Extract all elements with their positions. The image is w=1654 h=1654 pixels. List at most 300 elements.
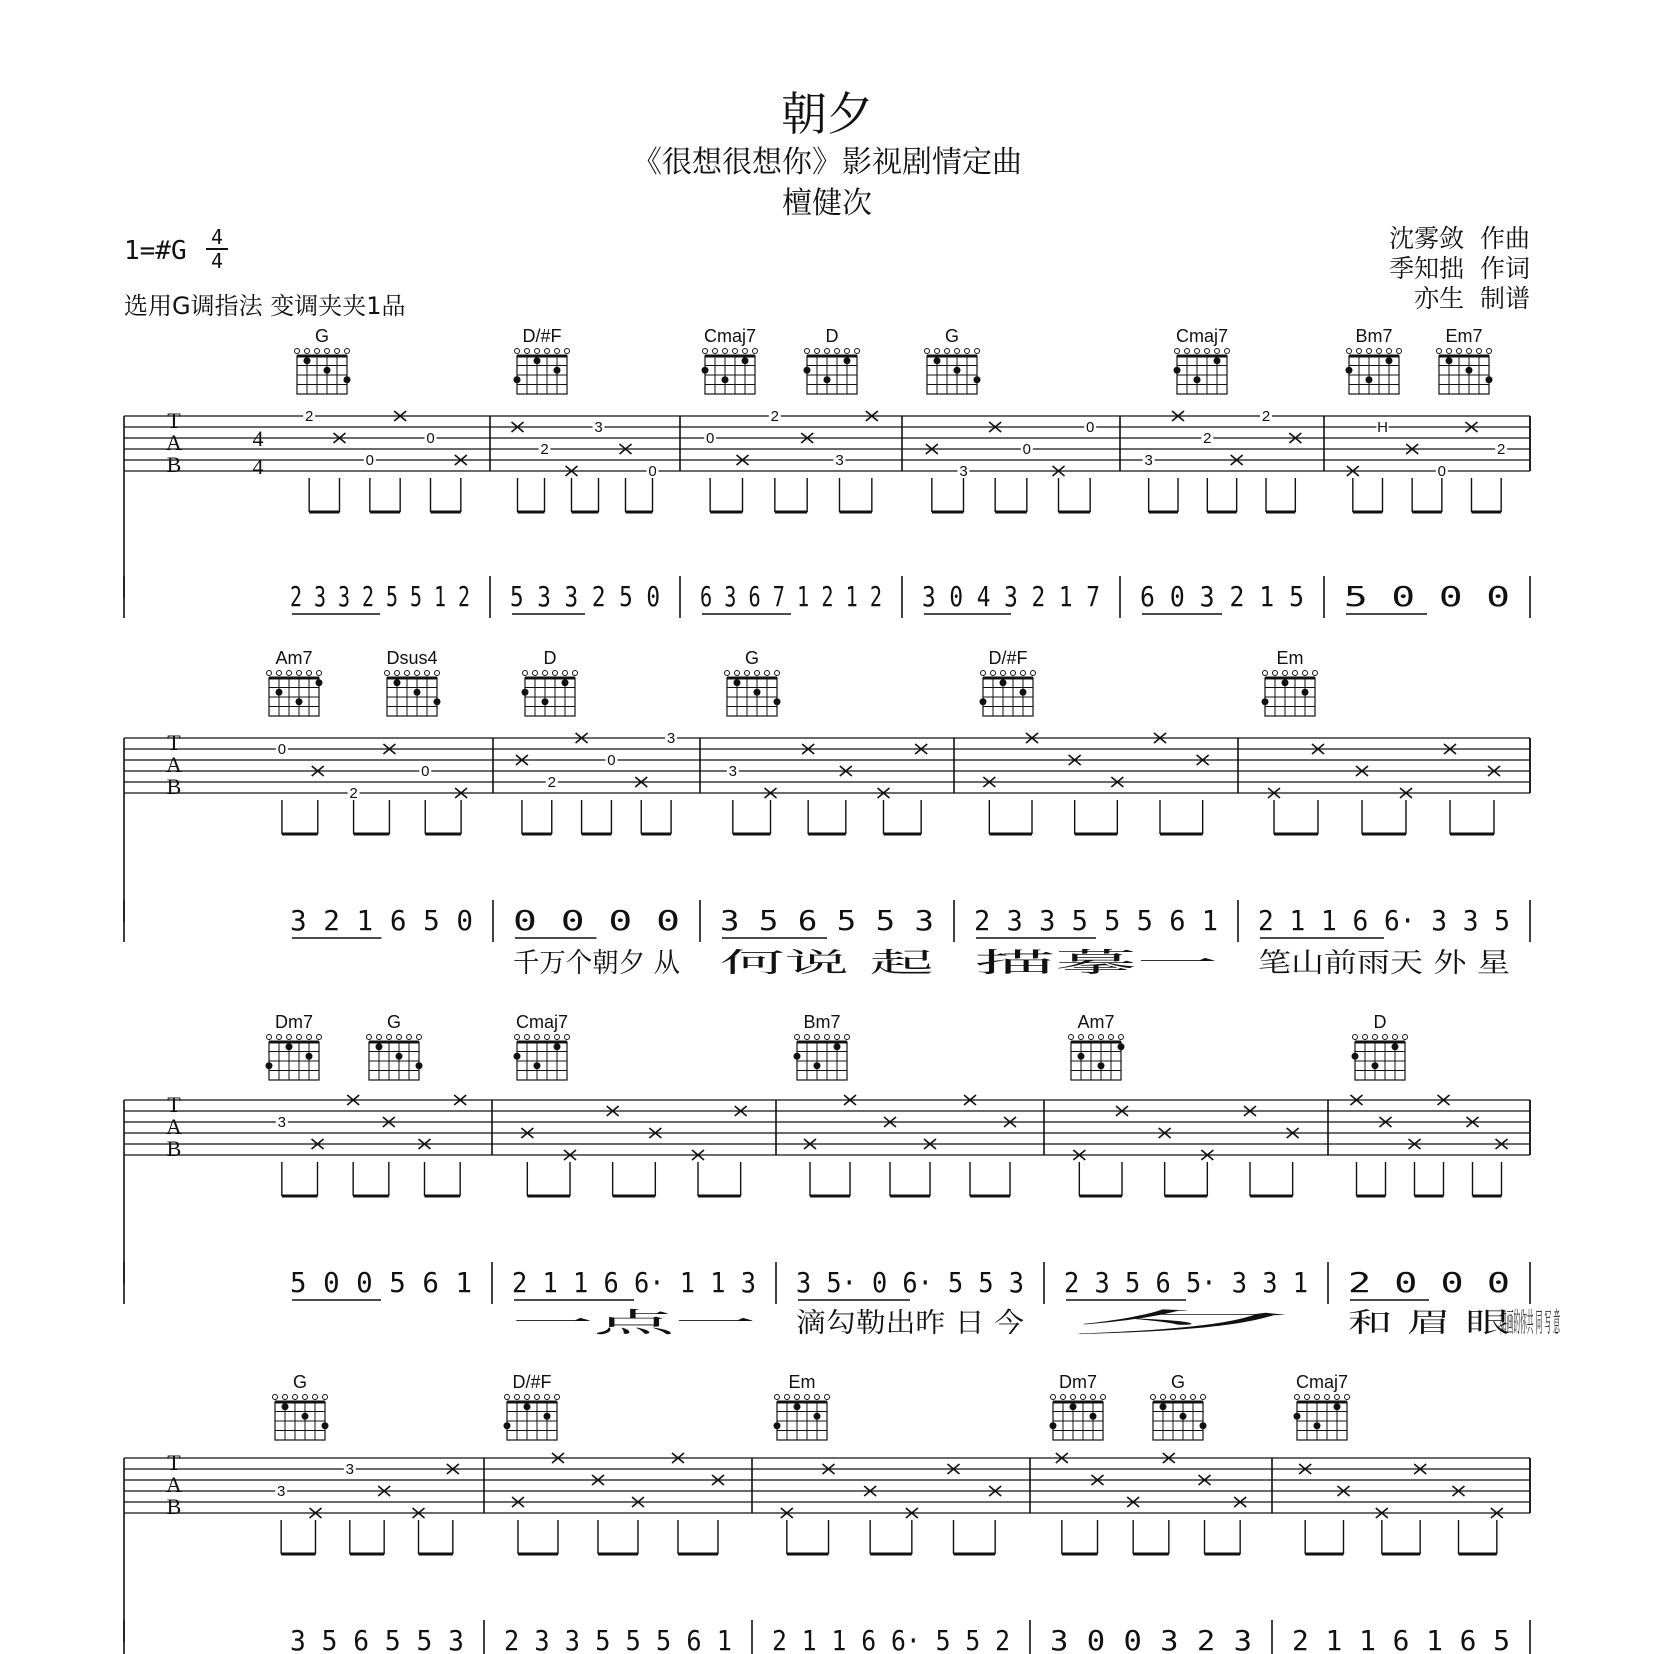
tab-fret-number: 3: [345, 1461, 355, 1478]
chord-diagram: [1262, 648, 1318, 716]
open-string-mark: [1303, 671, 1308, 676]
tab-letter: B: [166, 1494, 182, 1519]
finger-dot: [522, 689, 529, 696]
open-string-mark: [345, 349, 350, 354]
open-string-mark: [385, 671, 390, 676]
open-string-mark: [563, 671, 568, 676]
chord-name: D/#F: [988, 648, 1028, 668]
lyric-phrase: 夕: [1064, 1308, 1308, 1339]
chord-diagram: [1174, 326, 1230, 394]
open-string-mark: [1185, 349, 1190, 354]
open-string-mark: [743, 349, 748, 354]
singer-name: 檀健次: [782, 186, 872, 221]
open-string-mark: [1225, 349, 1230, 354]
finger-dot: [416, 1062, 423, 1069]
chord-diagram: [522, 648, 578, 716]
open-string-mark: [307, 671, 312, 676]
chord-name: Am7: [1077, 1012, 1115, 1032]
open-string-mark: [1403, 1035, 1408, 1040]
key-signature: 1=#G: [124, 236, 187, 266]
open-string-mark: [835, 1035, 840, 1040]
open-string-mark: [1109, 1035, 1114, 1040]
tab-time-bottom: 4: [252, 454, 264, 479]
open-string-mark: [835, 349, 840, 354]
finger-dot: [954, 367, 961, 374]
open-string-mark: [545, 1395, 550, 1400]
open-string-mark: [1335, 1395, 1340, 1400]
chord-diagram: [702, 326, 758, 394]
open-string-mark: [765, 671, 770, 676]
open-string-mark: [1201, 1395, 1206, 1400]
open-string-mark: [1091, 1395, 1096, 1400]
finger-dot: [534, 1062, 541, 1069]
open-string-mark: [755, 671, 760, 676]
open-string-mark: [387, 1035, 392, 1040]
open-string-mark: [795, 1395, 800, 1400]
open-string-mark: [855, 349, 860, 354]
open-string-mark: [1377, 349, 1382, 354]
open-string-mark: [1437, 349, 1442, 354]
open-string-mark: [1325, 1395, 1330, 1400]
finger-dot: [974, 376, 981, 383]
tab-fret-number: 2: [770, 408, 780, 425]
open-string-mark: [1353, 1035, 1358, 1040]
tab-fret-number: 0: [705, 430, 715, 447]
jianpu-measure: 5 0 0 5 6 1: [290, 1266, 472, 1299]
open-string-mark: [965, 349, 970, 354]
open-string-mark: [407, 1035, 412, 1040]
open-string-mark: [283, 1395, 288, 1400]
finger-dot: [544, 1413, 551, 1420]
chord-name: G: [314, 326, 330, 346]
finger-dot: [282, 1403, 289, 1410]
tab-fret-number: 0: [277, 741, 287, 758]
chord-diagram: [925, 326, 981, 394]
chord-diagram: [266, 1012, 322, 1080]
chord-name: Am7: [275, 648, 313, 668]
open-string-mark: [1119, 1035, 1124, 1040]
open-string-mark: [1315, 1395, 1320, 1400]
finger-dot: [534, 357, 541, 364]
open-string-mark: [277, 671, 282, 676]
transcriber-credit: 亦生 制谱: [1414, 284, 1530, 313]
open-string-mark: [1295, 1395, 1300, 1400]
finger-dot: [1446, 357, 1453, 364]
finger-dot: [934, 357, 941, 364]
tab-letter: A: [166, 1472, 182, 1497]
chord-name: G: [292, 1372, 308, 1392]
chord-diagram: [804, 326, 860, 394]
lyric-phrase: 千万个朝夕 从: [513, 948, 680, 979]
tab-letter: T: [167, 730, 181, 755]
chord-name: D: [825, 326, 839, 346]
chord-name: Em7: [1445, 326, 1483, 346]
open-string-mark: [525, 1035, 530, 1040]
lyric-phrase: 笔山前雨天 外 星: [1258, 948, 1510, 979]
lyric-phrase: 何说 起: [720, 948, 934, 979]
open-string-mark: [1011, 671, 1016, 676]
finger-dot: [1090, 1413, 1097, 1420]
open-string-mark: [293, 1395, 298, 1400]
song-subtitle: 《很想很想你》影视剧情定曲: [632, 145, 1022, 180]
tab-fret-number: 3: [594, 419, 603, 436]
chord-name: Dm7: [274, 1012, 314, 1032]
finger-dot: [774, 698, 781, 705]
open-string-mark: [565, 349, 570, 354]
open-string-mark: [1313, 671, 1318, 676]
tab-fret-number: 2: [547, 774, 556, 791]
lyric-phrase: 描摹一: [974, 948, 1218, 979]
open-string-mark: [805, 349, 810, 354]
chord-name: Em: [1276, 648, 1304, 668]
open-string-mark: [1393, 1035, 1398, 1040]
open-string-mark: [925, 349, 930, 354]
chord-diagram: [367, 1012, 423, 1080]
chord-diagram: [794, 1012, 850, 1080]
open-string-mark: [417, 1035, 422, 1040]
chord-diagram: [1294, 1372, 1350, 1440]
composer-credit: 沈雾敛 作曲: [1389, 224, 1530, 253]
open-string-mark: [975, 349, 980, 354]
chord-diagram: [1151, 1372, 1207, 1440]
open-string-mark: [1061, 1395, 1066, 1400]
open-string-mark: [1397, 349, 1402, 354]
open-string-mark: [1195, 349, 1200, 354]
open-string-mark: [825, 1395, 830, 1400]
jianpu-measure: 2 1 1 6 6· 3 3 5: [1258, 904, 1510, 937]
open-string-mark: [1357, 349, 1362, 354]
chord-diagram: [514, 1012, 570, 1080]
open-string-mark: [775, 671, 780, 676]
chord-diagram: [1050, 1372, 1106, 1440]
open-string-mark: [1283, 671, 1288, 676]
open-string-mark: [845, 1035, 850, 1040]
finger-dot: [276, 689, 283, 696]
open-string-mark: [377, 1035, 382, 1040]
finger-dot: [1294, 1413, 1301, 1420]
tab-fret-number: 0: [648, 463, 657, 480]
finger-dot: [266, 1062, 273, 1069]
chord-name: Cmaj7: [703, 326, 757, 346]
open-string-mark: [1215, 349, 1220, 354]
finger-dot: [1050, 1422, 1057, 1429]
lyricist-credit: 季知拙 作词: [1389, 254, 1530, 283]
open-string-mark: [405, 671, 410, 676]
open-string-mark: [1191, 1395, 1196, 1400]
open-string-mark: [535, 1035, 540, 1040]
finger-dot: [1194, 376, 1201, 383]
tab-fret-number: 0: [607, 752, 616, 769]
open-string-mark: [1101, 1395, 1106, 1400]
chord-name: G: [1170, 1372, 1186, 1392]
tab-letter: T: [167, 1092, 181, 1117]
open-string-mark: [323, 1395, 328, 1400]
tab-letter: T: [167, 408, 181, 433]
open-string-mark: [825, 349, 830, 354]
finger-dot: [794, 1053, 801, 1060]
tab-time-top: 4: [252, 426, 264, 451]
open-string-mark: [367, 1035, 372, 1040]
finger-dot: [814, 1062, 821, 1069]
chord-diagram: [980, 648, 1036, 716]
open-string-mark: [1345, 1395, 1350, 1400]
chord-diagram: [1346, 326, 1402, 394]
tab-fret-number: 3: [728, 763, 738, 780]
jianpu-measure: 2 1 1 6 6· 5 5 2: [772, 1624, 1010, 1654]
capo-note: 选用G调指法 变调夹夹1品: [124, 292, 406, 320]
finger-dot: [306, 1053, 313, 1060]
jianpu-measure: 2 3 3 2 5 5 1 2: [290, 580, 470, 613]
finger-dot: [524, 1403, 531, 1410]
finger-dot: [754, 689, 761, 696]
open-string-mark: [955, 349, 960, 354]
open-string-mark: [825, 1035, 830, 1040]
open-string-mark: [287, 1035, 292, 1040]
finger-dot: [514, 376, 521, 383]
open-string-mark: [535, 1395, 540, 1400]
jianpu-measure: 3 0 4 3 2 1 7: [922, 580, 1100, 613]
open-string-mark: [565, 1035, 570, 1040]
open-string-mark: [523, 671, 528, 676]
finger-dot: [1160, 1403, 1167, 1410]
jianpu-measure: 2 1 1 6 1 6 5: [1292, 1624, 1510, 1654]
finger-dot: [1078, 1053, 1085, 1060]
open-string-mark: [305, 349, 310, 354]
finger-dot: [296, 698, 303, 705]
open-string-mark: [1347, 349, 1352, 354]
tab-fret-number: 2: [349, 785, 358, 802]
open-string-mark: [1051, 1395, 1056, 1400]
chord-name: G: [944, 326, 960, 346]
open-string-mark: [725, 671, 730, 676]
open-string-mark: [981, 671, 986, 676]
jianpu-measure: 3 5 6 5 5 3: [720, 904, 934, 937]
finger-dot: [394, 679, 401, 686]
finger-dot: [1366, 376, 1373, 383]
chord-name: G: [744, 648, 760, 668]
open-string-mark: [785, 1395, 790, 1400]
finger-dot: [1262, 698, 1269, 705]
chord-diagram: [267, 648, 323, 716]
chord-diagram: [1437, 326, 1493, 394]
open-string-mark: [1089, 1035, 1094, 1040]
open-string-mark: [297, 1035, 302, 1040]
open-string-mark: [297, 671, 302, 676]
finger-dot: [814, 1413, 821, 1420]
jianpu-measure: 5 3 3 2 5 0: [510, 580, 660, 613]
open-string-mark: [515, 1395, 520, 1400]
open-string-mark: [945, 349, 950, 354]
open-string-mark: [267, 1035, 272, 1040]
chord-diagram: [273, 1372, 329, 1440]
open-string-mark: [1293, 671, 1298, 676]
finger-dot: [1302, 689, 1309, 696]
open-string-mark: [805, 1035, 810, 1040]
tab-letter: A: [166, 752, 182, 777]
open-string-mark: [795, 1035, 800, 1040]
finger-dot: [1392, 1043, 1399, 1050]
open-string-mark: [1363, 1035, 1368, 1040]
tab-letter: T: [167, 1450, 181, 1475]
open-string-mark: [735, 671, 740, 676]
open-string-mark: [1175, 349, 1180, 354]
chord-diagram: [725, 648, 781, 716]
finger-dot: [1180, 1413, 1187, 1420]
tab-fret-number: 0: [1085, 419, 1095, 436]
open-string-mark: [303, 1395, 308, 1400]
chord-name: Cmaj7: [1175, 326, 1229, 346]
open-string-mark: [1161, 1395, 1166, 1400]
open-string-mark: [553, 671, 558, 676]
tab-fret-number: 3: [959, 463, 968, 480]
open-string-mark: [515, 349, 520, 354]
jianpu-measure: 2 0 0 0: [1348, 1266, 1510, 1299]
open-string-mark: [317, 671, 322, 676]
open-string-mark: [435, 671, 440, 676]
open-string-mark: [1467, 349, 1472, 354]
open-string-mark: [1099, 1035, 1104, 1040]
tab-fret-number: 0: [1437, 463, 1447, 480]
open-string-mark: [1069, 1035, 1074, 1040]
finger-dot: [542, 698, 549, 705]
chord-name: Bm7: [803, 1012, 841, 1032]
open-string-mark: [1457, 349, 1462, 354]
finger-dot: [834, 1043, 841, 1050]
jianpu-measure: 3 2 1 6 5 0: [290, 904, 473, 937]
tab-fret-number: 2: [1261, 408, 1271, 425]
open-string-mark: [1383, 1035, 1388, 1040]
finger-dot: [1098, 1062, 1105, 1069]
open-string-mark: [315, 349, 320, 354]
open-string-mark: [1081, 1395, 1086, 1400]
tab-fret-number: 3: [1144, 452, 1153, 469]
finger-dot: [1118, 1043, 1125, 1050]
song-title: 朝夕: [781, 87, 873, 141]
finger-dot: [1334, 1403, 1341, 1410]
tab-fret-number: 3: [835, 452, 844, 469]
open-string-mark: [335, 349, 340, 354]
tab-fret-number: 2: [540, 441, 549, 458]
tab-letter: A: [166, 430, 182, 455]
finger-dot: [376, 1043, 383, 1050]
open-string-mark: [1477, 349, 1482, 354]
open-string-mark: [543, 671, 548, 676]
chord-name: Cmaj7: [1295, 1372, 1349, 1392]
chord-name: Cmaj7: [515, 1012, 569, 1032]
jianpu-measure: 6 0 3 2 1 5: [1140, 580, 1304, 613]
tab-fret-number: 3: [276, 1483, 286, 1500]
chord-name: Bm7: [1355, 326, 1393, 346]
chord-name: G: [386, 1012, 402, 1032]
chord-diagram: [295, 326, 351, 394]
chord-name: D: [1373, 1012, 1387, 1032]
chord-name: Dsus4: [386, 648, 438, 668]
finger-dot: [1466, 367, 1473, 374]
chord-name: D: [543, 648, 557, 668]
finger-dot: [1174, 367, 1181, 374]
finger-dot: [504, 1422, 511, 1429]
finger-dot: [302, 1413, 309, 1420]
lyric-phrase: 如画的你共 同 写 意: [1500, 1308, 1560, 1339]
tab-fret-number: 0: [365, 452, 375, 469]
finger-dot: [1314, 1422, 1321, 1429]
finger-dot: [844, 357, 851, 364]
open-string-mark: [555, 1395, 560, 1400]
open-string-mark: [535, 349, 540, 354]
finger-dot: [322, 1422, 329, 1429]
tab-letter: B: [166, 774, 182, 799]
open-string-mark: [267, 671, 272, 676]
open-string-mark: [307, 1035, 312, 1040]
chord-name: D/#F: [512, 1372, 552, 1392]
open-string-mark: [313, 1395, 318, 1400]
finger-dot: [514, 1053, 521, 1060]
tab-fret-number: 2: [1203, 430, 1212, 447]
jianpu-measure: 3 5· 0 6· 5 5 3: [796, 1266, 1024, 1299]
open-string-mark: [573, 671, 578, 676]
chord-diagram: [774, 1372, 830, 1440]
jianpu-measure: 2 1 1 6 6· 1 1 3: [512, 1266, 756, 1299]
open-string-mark: [991, 671, 996, 676]
open-string-mark: [753, 349, 758, 354]
open-string-mark: [1171, 1395, 1176, 1400]
open-string-mark: [397, 1035, 402, 1040]
finger-dot: [1282, 679, 1289, 686]
open-string-mark: [505, 1395, 510, 1400]
open-string-mark: [395, 671, 400, 676]
open-string-mark: [515, 1035, 520, 1040]
chord-diagram: [514, 326, 570, 394]
tab-fret-number: 0: [1022, 441, 1032, 458]
open-string-mark: [525, 349, 530, 354]
open-string-mark: [845, 349, 850, 354]
open-string-mark: [1181, 1395, 1186, 1400]
open-string-mark: [1205, 349, 1210, 354]
chord-diagram: [504, 1372, 560, 1440]
time-signature-bottom: 4: [206, 248, 228, 272]
open-string-mark: [525, 1395, 530, 1400]
finger-dot: [1372, 1062, 1379, 1069]
open-string-mark: [815, 1395, 820, 1400]
open-string-mark: [733, 349, 738, 354]
open-string-mark: [815, 349, 820, 354]
open-string-mark: [277, 1035, 282, 1040]
open-string-mark: [533, 671, 538, 676]
open-string-mark: [1487, 349, 1492, 354]
open-string-mark: [287, 671, 292, 676]
chord-name: D/#F: [522, 326, 562, 346]
finger-dot: [804, 367, 811, 374]
chord-name: Dm7: [1058, 1372, 1098, 1392]
open-string-mark: [415, 671, 420, 676]
tab-fret-number: 3: [666, 730, 676, 747]
finger-dot: [1070, 1403, 1077, 1410]
jianpu-measure: 5 0 0 0: [1344, 580, 1510, 613]
chord-diagram: [1069, 1012, 1125, 1080]
jianpu-measure: 2 3 5 6 5· 3 3 1: [1064, 1266, 1308, 1299]
open-string-mark: [775, 1395, 780, 1400]
lyric-phrase: 和 眉 眼: [1348, 1308, 1510, 1339]
finger-dot: [1000, 679, 1007, 686]
open-string-mark: [723, 349, 728, 354]
open-string-mark: [1447, 349, 1452, 354]
finger-dot: [1346, 367, 1353, 374]
open-string-mark: [1387, 349, 1392, 354]
jianpu-measure: 3 0 0 3 2 3: [1050, 1624, 1252, 1654]
finger-dot: [324, 367, 331, 374]
open-string-mark: [1071, 1395, 1076, 1400]
open-string-mark: [273, 1395, 278, 1400]
